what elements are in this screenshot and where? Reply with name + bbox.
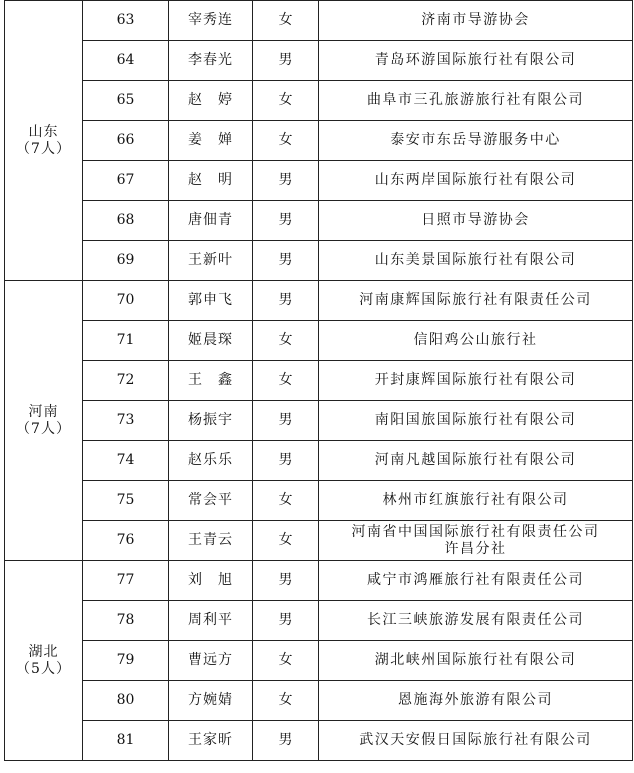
- province-name: 河南: [28, 403, 59, 420]
- organization: 青岛环游国际旅行社有限公司: [319, 41, 633, 81]
- table-row: [5, 641, 633, 681]
- guide-name: 王青云: [169, 521, 253, 561]
- gender: 男: [253, 241, 319, 281]
- guide-name: 唐佃青: [169, 201, 253, 241]
- serial-number: 81: [83, 721, 169, 761]
- guide-name: 赵 婷: [169, 81, 253, 121]
- organization: [319, 521, 633, 561]
- gender: 女: [253, 121, 319, 161]
- province-cell: [5, 281, 83, 561]
- serial-number: 67: [83, 161, 169, 201]
- guide-name: 曹远方: [169, 641, 253, 681]
- guide-name: 方婉婧: [169, 681, 253, 721]
- organization: 武汉天安假日国际旅行社有限公司: [319, 721, 633, 761]
- gender: 男: [253, 561, 319, 601]
- organization-line-2: 许昌分社: [444, 540, 507, 557]
- organization: 日照市导游协会: [319, 201, 633, 241]
- organization: 南阳国旅国际旅行社有限公司: [319, 401, 633, 441]
- serial-number: 63: [83, 1, 169, 41]
- gender: 女: [253, 481, 319, 521]
- gender: 男: [253, 41, 319, 81]
- guide-name: 姬晨琛: [169, 321, 253, 361]
- organization: 泰安市东岳导游服务中心: [319, 121, 633, 161]
- guide-name: 王 鑫: [169, 361, 253, 401]
- gender: 男: [253, 401, 319, 441]
- serial-number: 70: [83, 281, 169, 321]
- serial-number: 80: [83, 681, 169, 721]
- organization: 河南康辉国际旅行社有限责任公司: [319, 281, 633, 321]
- province-count: （7人）: [16, 140, 71, 157]
- gender: 男: [253, 441, 319, 481]
- gender: 男: [253, 601, 319, 641]
- table-row: [5, 241, 633, 281]
- gender: 男: [253, 721, 319, 761]
- serial-number: 68: [83, 201, 169, 241]
- table-row: [5, 281, 633, 321]
- table-row: [5, 41, 633, 81]
- table-row: [5, 561, 633, 601]
- table-row: [5, 321, 633, 361]
- guide-roster-table: [4, 0, 633, 761]
- organization: 开封康辉国际旅行社有限公司: [319, 361, 633, 401]
- table-row: [5, 681, 633, 721]
- organization: 湖北峡州国际旅行社有限公司: [319, 641, 633, 681]
- table-row: [5, 441, 633, 481]
- serial-number: 77: [83, 561, 169, 601]
- guide-name: 李春光: [169, 41, 253, 81]
- organization: 长江三峡旅游发展有限责任公司: [319, 601, 633, 641]
- serial-number: 69: [83, 241, 169, 281]
- gender: 女: [253, 321, 319, 361]
- guide-name: 赵 明: [169, 161, 253, 201]
- table-row: [5, 601, 633, 641]
- serial-number: 64: [83, 41, 169, 81]
- gender: 男: [253, 281, 319, 321]
- serial-number: 72: [83, 361, 169, 401]
- table-row: [5, 121, 633, 161]
- table-row: [5, 721, 633, 761]
- guide-name: 杨振宇: [169, 401, 253, 441]
- gender: 女: [253, 361, 319, 401]
- organization: 林州市红旗旅行社有限公司: [319, 481, 633, 521]
- guide-name: 刘 旭: [169, 561, 253, 601]
- table-row: [5, 521, 633, 561]
- guide-name: 常会平: [169, 481, 253, 521]
- serial-number: 73: [83, 401, 169, 441]
- organization: 咸宁市鸿雁旅行社有限责任公司: [319, 561, 633, 601]
- organization: 山东美景国际旅行社有限公司: [319, 241, 633, 281]
- province-cell: [5, 1, 83, 281]
- table-row: [5, 1, 633, 41]
- table-row: [5, 201, 633, 241]
- organization-line-1: 河南省中国国际旅行社有限责任公司: [351, 523, 600, 540]
- roster-body: [5, 1, 633, 761]
- serial-number: 74: [83, 441, 169, 481]
- province-name: 湖北: [28, 643, 59, 660]
- organization: 济南市导游协会: [319, 1, 633, 41]
- gender: 男: [253, 201, 319, 241]
- gender: 女: [253, 81, 319, 121]
- province-name: 山东: [28, 123, 59, 140]
- table-row: [5, 401, 633, 441]
- serial-number: 65: [83, 81, 169, 121]
- organization: 恩施海外旅游有限公司: [319, 681, 633, 721]
- roster-sheet: [4, 0, 632, 772]
- guide-name: 王新叶: [169, 241, 253, 281]
- organization: 河南凡越国际旅行社有限公司: [319, 441, 633, 481]
- serial-number: 71: [83, 321, 169, 361]
- gender: 女: [253, 1, 319, 41]
- guide-name: 郭申飞: [169, 281, 253, 321]
- serial-number: 79: [83, 641, 169, 681]
- serial-number: 76: [83, 521, 169, 561]
- province-cell: [5, 561, 83, 761]
- guide-name: 王家昕: [169, 721, 253, 761]
- organization: 山东两岸国际旅行社有限公司: [319, 161, 633, 201]
- province-count: （5人）: [16, 660, 71, 677]
- province-count: （7人）: [16, 420, 71, 437]
- guide-name: 宰秀连: [169, 1, 253, 41]
- gender: 女: [253, 681, 319, 721]
- guide-name: 姜 婵: [169, 121, 253, 161]
- gender: 男: [253, 161, 319, 201]
- table-row: [5, 81, 633, 121]
- serial-number: 66: [83, 121, 169, 161]
- table-row: [5, 161, 633, 201]
- table-row: [5, 481, 633, 521]
- gender: 女: [253, 521, 319, 561]
- guide-name: 周利平: [169, 601, 253, 641]
- table-row: [5, 361, 633, 401]
- serial-number: 75: [83, 481, 169, 521]
- organization: 曲阜市三孔旅游旅行社有限公司: [319, 81, 633, 121]
- serial-number: 78: [83, 601, 169, 641]
- gender: 女: [253, 641, 319, 681]
- organization: 信阳鸡公山旅行社: [319, 321, 633, 361]
- guide-name: 赵乐乐: [169, 441, 253, 481]
